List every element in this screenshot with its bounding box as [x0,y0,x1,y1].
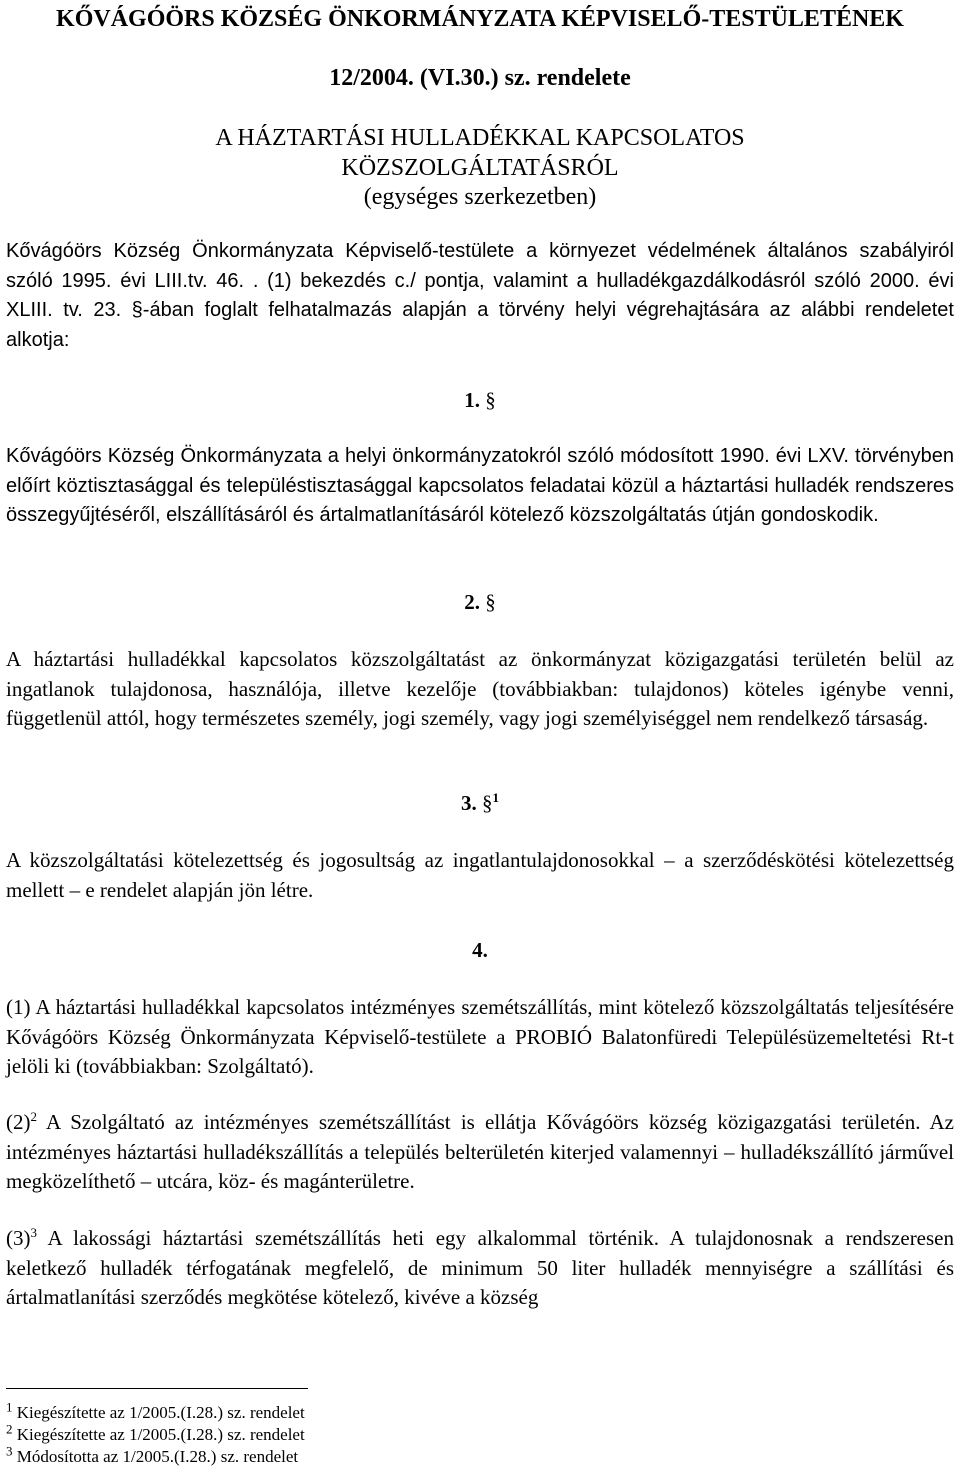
preamble: Kővágóörs Község Önkormányzata Képviselő-testülete a környezet védelmének általános szabályiról szóló 1995. évi LIII.tv. 46. . (1) bekezdés c./ pontja, valamint a hulladékgazdálkodásról szóló 2000. évi XLIII. tv. 23. §-ában foglalt felhatalmazás alapján a törvény helyi végrehajtására az alábbi rendeletet alkotja: [6,240,954,351]
section-2-heading [6,588,954,616]
footnote-ref: 1 [492,790,499,805]
section-4-heading [6,936,954,964]
section-number: 2. [464,590,480,614]
section-4-paragraph-2 [6,1108,954,1197]
paragraph-label: (3) [6,1226,31,1250]
footnote-ref: 3 [30,1225,37,1240]
footnote-number: 2 [6,1421,13,1437]
footnote-text: Kiegészítette az 1/2005.(I.28.) sz. rendelet [16,1425,305,1444]
footnote-1 [6,1399,954,1424]
section-1-heading [6,386,954,414]
footnote-2 [6,1421,954,1446]
footnote-number: 3 [6,1443,13,1459]
section-number: 1. [464,388,480,412]
footnote-number: 1 [6,1399,13,1415]
decree-title-line2: KÖZSZOLGÁLTATÁSRÓL [341,155,619,181]
section-1-text: Kővágóörs Község Önkormányzata a helyi önkormányzatokról szóló módosított 1990. évi LXV. törvényben előírt köztisztasággal és településtisztasággal kapcsolatos feladatai közül a háztartási hulladék rendszeres összegyűjtéséről, elszállításáról és ártalmatlanításáról kötelező közszolgáltatás útján gondoskodik. [6,445,954,526]
paragraph-label: (2) [6,1110,31,1134]
section-symbol: § [482,791,493,815]
section-4-paragraph-3 [6,1224,954,1313]
paragraph-text: A Szolgáltató az intézményes szemétszállítást is ellátja Kővágóörs község közigazgatási területén. Az intézményes háztartási hulladékszállítás a település belterületén kiterjed valamennyi – hulladékszállító járművel megközelíthető – utcára, köz- és magánterületre. [6,1110,954,1193]
footnote-ref: 2 [30,1109,37,1124]
paragraph-text: A lakossági háztartási szemétszállítás heti egy alkalommal történik. A tulajdonosnak a rendszeresen keletkező hulladék térfogatának megfelelő, de minimum 50 liter hulladék mennyiségre a szállítási és ártalmatlanítási szerződés megkötése kötelező, kivéve a község [6,1226,954,1309]
section-3-heading [6,789,954,817]
decree-subtitle: (egységes szerkezetben) [363,184,597,210]
footnote-text: Módosította az 1/2005.(I.28.) sz. rendelet [16,1447,299,1466]
section-number: 3. [461,791,477,815]
decree-title-line1: A HÁZTARTÁSI HULLADÉKKAL KAPCSOLATOS [215,125,745,151]
paragraph-text: A háztartási hulladékkal kapcsolatos intézményes szemétszállítás, mint kötelező közszolgáltatás teljesítésére Kővágóörs Község Önkormányzata Képviselő-testülete a PROBIÓ Balatonfüredi Településüzemeltetési Rt-t jelöli ki (továbbiakban: Szolgáltató). [6,995,954,1078]
decree-number: 12/2004. (VI.30.) sz. rendelete [329,65,631,91]
section-number: 4. [472,938,488,962]
section-4-paragraph-1 [6,993,954,1082]
footnote-divider [6,1388,308,1389]
section-2-text: A háztartási hulladékkal kapcsolatos közszolgáltatást az önkormányzat közigazgatási területén belül az ingatlanok tulajdonosa, használója, illetve kezelője (továbbiakban: tulajdonos) köteles igénybe venni, függetlenül attól, hogy természetes személy, jogi személy, vagy jogi személyiséggel nem rendelkező társaság. [6,647,954,730]
council-heading: KŐVÁGÓÖRS KÖZSÉG ÖNKORMÁNYZATA KÉPVISELŐ-TESTÜLETÉNEK [56,6,904,32]
section-3-text: A közszolgáltatási kötelezettség és jogosultság az ingatlantulajdonosokkal – a szerződéskötési kötelezettség mellett – e rendelet alapján jön létre. [6,848,954,902]
section-symbol: § [485,388,496,412]
paragraph-label: (1) [6,995,31,1019]
section-symbol: § [485,590,496,614]
footnote-3 [6,1443,954,1468]
footnote-text: Kiegészítette az 1/2005.(I.28.) sz. rendelet [16,1403,305,1422]
